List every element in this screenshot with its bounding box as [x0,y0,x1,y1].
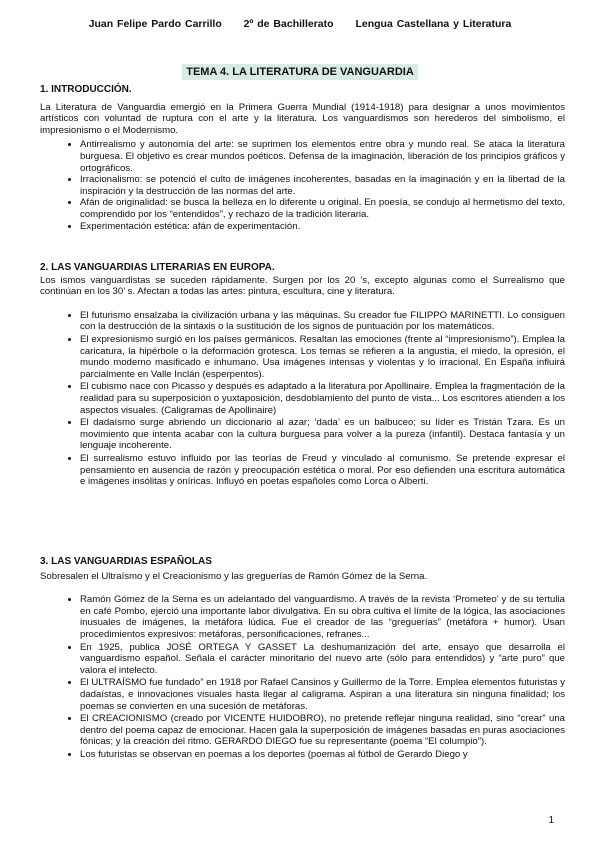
list-item: • El futurismo ensalzaba la civilización urbana y las máquinas. Su creador fue FILIPPO MARINETTI. Lo consiguen con la destrucción de la sintaxis o la sustitución de los signos de puntuación por los matemáticos. [80,310,565,333]
list-item: • El cubismo nace con Picasso y después es adaptado a la literatura por Apollinaire. Emplea la fragmentación de la realidad para su superposición o yuxtaposición, desdoblamiento del punto de vista... Los escritores atienden a los aspectos visuales. (Caligramas de Apollinaire) [80,381,565,416]
list-item: • El surrealismo estuvo influido por las teorías de Freud y vinculado al comunismo. Se pretende expresar el pensamiento en ausencia de razón y preocupación estética o moral. Por eso defienden una escritura automática e imágenes insólitas y oníricas. Influyó en poetas españoles como Lorca o Alberti. [80,453,565,488]
section-1-list [40,139,565,232]
section-introduction [40,84,565,232]
list-item: • Afán de originalidad: se busca la belleza en lo diferente u original. En poesía, se condujo al hermetismo del texto, comprendido por los “entendidos”, y rechazo de la tradición literaria. [80,197,565,220]
section-1-intro: La Literatura de Vanguardia emergió en la Primera Guerra Mundial (1914-1918) para designar a unos movimientos artísticos con voluntad de ruptura con el arte y la literatura. Los vanguardismos son herederos del simbolismo, el impresionismo o el Modernismo. [40,101,565,136]
list-item: • Antirrealismo y autonomía del arte: se suprimen los elementos entre obra y mundo real. Se ataca la literatura burguesa. El objetivo es crear mundos poéticos. Defensa de la imaginación, liberación de los principios gráficos y ortográficos. [80,139,565,174]
list-item: • El dadaísmo surge abriendo un diccionario al azar; ‘dada’ es un balbuceo; su líder es Tristán Tzara. Es un movimiento que intenta acabar con la cultura burguesa para volver a la pureza (infantil). Destaca fantasía y un lenguaje incoherente. [80,417,565,452]
list-item: • Ramón Gómez de la Serna es un adelantado del vanguardismo. A través de la revista ‘Prometeo’ y de su tertulia en café Pombo, ejerció una importante labor divulgativa. En su obra cultiva el límite de la lógica, las asociaciones inusuales de imágenes, la metáfora lúdica. Fue el creador de las “greguerías” (metáfora + humor). Usan procedimientos expresivos: metáforas, personificaciones, refranes... [80,594,565,640]
list-item: • Los futuristas se observan en poemas a los deportes (poemas al fútbol de Gerardo Diego y [80,749,565,761]
list-item: • El expresionismo surgió en los países germánicos. Resaltan las emociones (frente al “impresionismo”). Emplea la caricatura, la hipérbole o la deformación grotesca. Los temas se refieren a la angustia, el miedo, la opresión, el mundo moderno masificado e inhumano. Usa imágenes intensas y violentas y lo irracional. En España influirá parcialmente en Valle Inclán (esperpentos). [80,334,565,380]
section-spanish-vanguards [40,556,565,761]
section-2-heading: 2. LAS VANGUARDIAS LITERARIAS EN EUROPA. [40,262,275,273]
page-number: 1 [548,815,554,826]
document-title [0,62,600,80]
section-3-list [40,594,565,760]
list-item: • El CREACIONISMO (creado por VICENTE HUIDOBRO), no pretende reflejar ninguna realidad, sino “crear” una dentro del poema capaz de emocionar. Hacen gala la superposición de imágenes basadas en puras asociaciones fónicas; y la creación del ritmo. GERARDO DIEGO fue su representante (poema “El columpio”). [80,713,565,748]
list-item: • El ULTRAÍSMO fue fundado” en 1918 por Rafael Cansinos y Guillermo de la Torre. Emplea elementos futuristas y dadaístas, e innovaciones visuales hasta llegar al caligrama. Aspiran a una literatura sin ninguna finalidad; los poemas se convierten en una sucesión de metáforas. [80,677,565,712]
section-2-list [40,310,565,488]
section-european-vanguards [40,262,565,488]
section-3-intro: Sobresalen el Ultraísmo y el Creacionismo y las greguerías de Ramón Gómez de la Serna. [40,570,428,582]
section-1-heading: 1. INTRODUCCIÓN. [40,84,132,95]
header-author: Juan Felipe Pardo Carrillo [88,18,222,30]
document-title-text: TEMA 4. LA LITERATURA DE VANGUARDIA [182,64,418,80]
header-course: 2º de Bachillerato [243,18,334,30]
header-subject: Lengua Castellana y Literatura [355,18,512,30]
list-item: • Experimentación estética: afán de experimentación. [80,221,565,233]
section-3-heading: 3. LAS VANGUARDIAS ESPAÑOLAS [40,556,212,567]
list-item: • En 1925, publica JOSÉ ORTEGA Y GASSET La deshumanización del arte, ensayo que desarrolla el vanguardismo español. Señala el carácter minoritario del nuevo arte (sólo para entendidos) y “arte puro” que valora el intelecto. [80,642,565,677]
page-header [0,18,600,30]
section-2-intro: Los ismos vanguardistas se suceden rápidamente. Surgen por los 20 ’s, excepto algunas como el Surrealismo que continúan en los 30’ s. Afectan a todas las artes: pintura, escultura, cine y literatura. [40,274,565,298]
list-item: • Irracionalismo: se potenció el culto de imágenes incoherentes, basadas en la imaginación y en la libertad de la inspiración y la destrucción de las normas del arte. [80,174,565,197]
